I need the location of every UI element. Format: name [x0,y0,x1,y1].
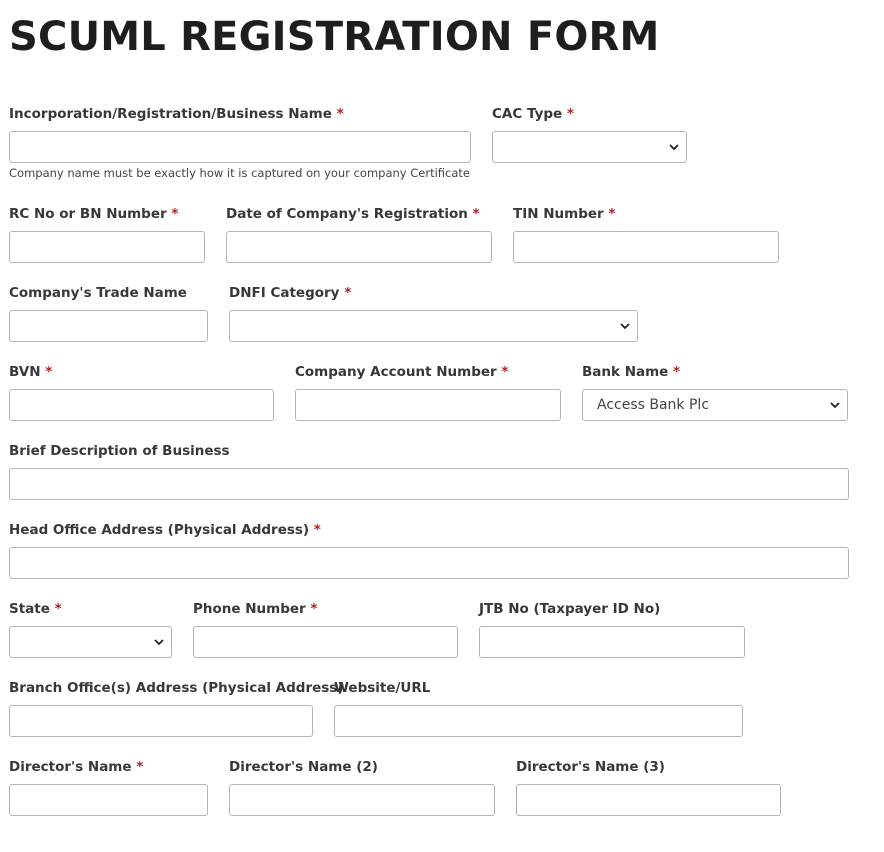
branch-office-input[interactable] [9,705,313,737]
field-dnfi-category [229,284,638,342]
website-input[interactable] [334,705,743,737]
page-title: SCUML REGISTRATION FORM [9,14,660,60]
field-rc-no [9,205,205,263]
field-reg-date [226,205,492,263]
website-label: Website/URL [334,680,431,696]
branch-office-label: Branch Office(s) Address (Physical Address) [9,680,344,696]
field-cac-type [492,105,687,163]
field-director3 [516,758,781,816]
tin-label: TIN Number * [513,206,616,222]
bank-name-value: Access Bank Plc [597,397,710,413]
tin-input[interactable] [513,231,779,263]
bank-name-select[interactable] [582,389,848,421]
chevron-down-icon [829,399,841,411]
account-number-label: Company Account Number * [295,364,509,380]
director1-input[interactable] [9,784,208,816]
dnfi-category-label: DNFI Category * [229,285,352,301]
business-name-help: Company name must be exactly how it is captured on your company Certificate [9,166,470,180]
field-jtb-no [479,600,745,658]
field-description [9,442,849,500]
field-bank-name [582,363,848,421]
trade-name-input[interactable] [9,310,208,342]
field-business-name [9,105,471,180]
state-select[interactable] [9,626,172,658]
director3-label: Director's Name (3) [516,759,665,775]
field-bvn [9,363,274,421]
director2-label: Director's Name (2) [229,759,378,775]
cac-type-label: CAC Type * [492,106,574,122]
director1-label: Director's Name * [9,759,144,775]
field-state [9,600,172,658]
bvn-input[interactable] [9,389,274,421]
field-phone [193,600,458,658]
description-input[interactable] [9,468,849,500]
chevron-down-icon [153,636,165,648]
field-website [334,679,743,737]
cac-type-select[interactable] [492,131,687,163]
account-number-input[interactable] [295,389,561,421]
trade-name-label: Company's Trade Name [9,285,187,301]
rc-no-input[interactable] [9,231,205,263]
reg-date-input[interactable] [226,231,492,263]
state-label: State * [9,601,62,617]
field-head-office [9,521,849,579]
rc-no-label: RC No or BN Number * [9,206,179,222]
chevron-down-icon [619,320,631,332]
bank-name-label: Bank Name * [582,364,681,380]
business-name-input[interactable] [9,131,471,163]
field-tin [513,205,779,263]
field-trade-name [9,284,208,342]
phone-label: Phone Number * [193,601,318,617]
field-director1 [9,758,208,816]
description-label: Brief Description of Business [9,443,230,459]
director2-input[interactable] [229,784,495,816]
reg-date-label: Date of Company's Registration * [226,206,480,222]
chevron-down-icon [668,141,680,153]
dnfi-category-select[interactable] [229,310,638,342]
jtb-no-input[interactable] [479,626,745,658]
head-office-input[interactable] [9,547,849,579]
business-name-label: Incorporation/Registration/Business Name * [9,106,344,122]
jtb-no-label: JTB No (Taxpayer ID No) [479,601,661,617]
head-office-label: Head Office Address (Physical Address) * [9,522,321,538]
phone-input[interactable] [193,626,458,658]
bvn-label: BVN * [9,364,53,380]
director3-input[interactable] [516,784,781,816]
field-account-number [295,363,561,421]
field-director2 [229,758,495,816]
field-branch-office [9,679,344,737]
